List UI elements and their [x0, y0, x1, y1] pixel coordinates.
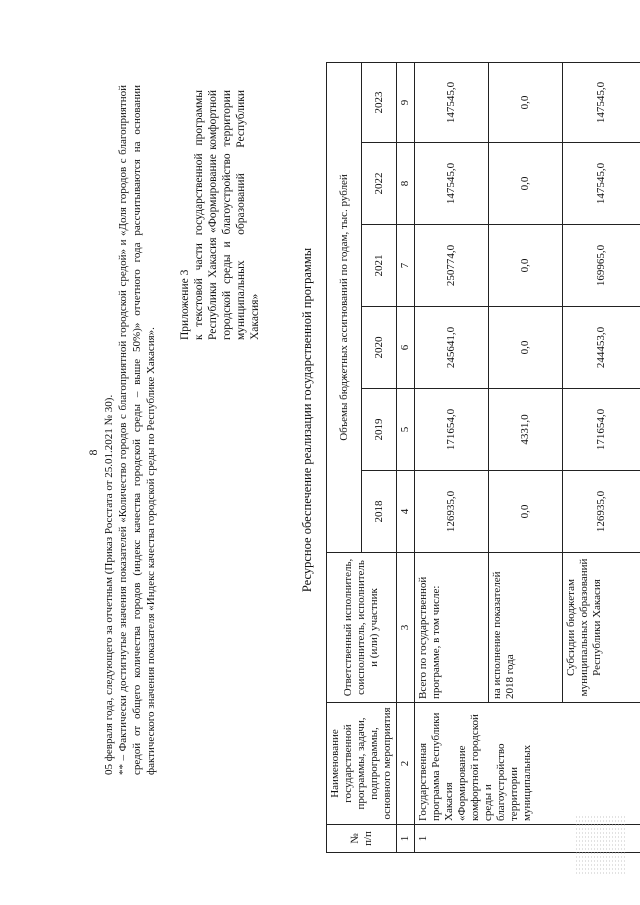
- value-cell: 171654,0: [563, 389, 640, 471]
- value-cell: 147545,0: [563, 62, 640, 142]
- index-cell: 2: [397, 703, 415, 825]
- row-label: Всего по государственной программе, в том числе:: [415, 553, 489, 703]
- year-cell: 2018: [362, 471, 397, 553]
- index-cell: 7: [397, 225, 415, 307]
- header-row: [327, 62, 362, 852]
- resource-table: [326, 62, 640, 853]
- year-cell: 2020: [362, 307, 397, 389]
- value-cell: 0,0: [489, 62, 563, 142]
- value-cell: 147545,0: [415, 62, 489, 142]
- value-cell: 147545,0: [563, 143, 640, 225]
- value-cell: 169965,0: [563, 225, 640, 307]
- faint-stamp-mark: [575, 815, 625, 875]
- year-cell: 2023: [362, 62, 397, 142]
- appendix-heading: Приложение 3: [179, 269, 191, 340]
- value-cell: 0,0: [489, 143, 563, 225]
- index-cell: 8: [397, 143, 415, 225]
- index-cell: 6: [397, 307, 415, 389]
- index-cell: 5: [397, 389, 415, 471]
- intro-notes: [102, 85, 158, 775]
- page-number: 8: [86, 449, 100, 456]
- value-cell: 244453,0: [563, 307, 640, 389]
- index-cell: 9: [397, 62, 415, 142]
- row-label: Субсидии бюджетам муниципальных образований Республики Хакасия: [563, 553, 640, 703]
- index-cell: 3: [397, 553, 415, 703]
- header-executor: Ответственный исполнитель, соисполнитель, исполнитель и (или) участник: [327, 553, 397, 703]
- header-funds: Объемы бюджетных ассигнований по годам, тыс. рублей: [327, 62, 362, 552]
- value-cell: 250774,0: [415, 225, 489, 307]
- appendix-note: [178, 90, 262, 340]
- row-label: на исполнение показателей 2018 года: [489, 553, 563, 703]
- header-no: № п/п: [327, 825, 397, 853]
- value-cell: 245641,0: [415, 307, 489, 389]
- value-cell: 4331,0: [489, 389, 563, 471]
- year-cell: 2019: [362, 389, 397, 471]
- value-cell: 147545,0: [415, 143, 489, 225]
- program-number: 1: [415, 825, 640, 853]
- appendix-text: к текстовой части государственной программы Республики Хакасия «Формирование комфортной городской среды и благоустройство территории муниципальных образований Республики Хакасия»: [193, 90, 261, 340]
- table-title: Ресурсное обеспечение реализации государственной программы: [300, 247, 314, 593]
- table-row: [415, 62, 489, 852]
- header-name: Наименование государственной программы, задачи, подпрограммы, основного мероприятия: [327, 703, 397, 825]
- value-cell: 126935,0: [415, 471, 489, 553]
- value-cell: 0,0: [489, 471, 563, 553]
- index-cell: 4: [397, 471, 415, 553]
- year-cell: 2022: [362, 143, 397, 225]
- value-cell: 0,0: [489, 225, 563, 307]
- value-cell: 126935,0: [563, 471, 640, 553]
- intro-footnote: ** – Фактически достигнутые значения показателей «Количество городов с благоприятной городской средой» и «Доля городов с благоприятной средой от общего количества городов (индекс качества городской среды – выше 50%)» отчетного года рассчитываются на основании фактического значения показателя «Индекс качества городской среды по Республике Хакасия».: [117, 85, 157, 775]
- value-cell: 171654,0: [415, 389, 489, 471]
- index-row: [397, 62, 415, 852]
- year-cell: 2021: [362, 225, 397, 307]
- index-cell: 1: [397, 825, 415, 853]
- program-name: Государственная программа Республики Хакасия «Формирование комфортной городской среды и благоустройство территории муниципальных: [415, 703, 640, 825]
- value-cell: 0,0: [489, 307, 563, 389]
- intro-line-1: 05 февраля года, следующего за отчетным (Приказ Росстата от 25.01.2021 № 30).: [103, 394, 115, 775]
